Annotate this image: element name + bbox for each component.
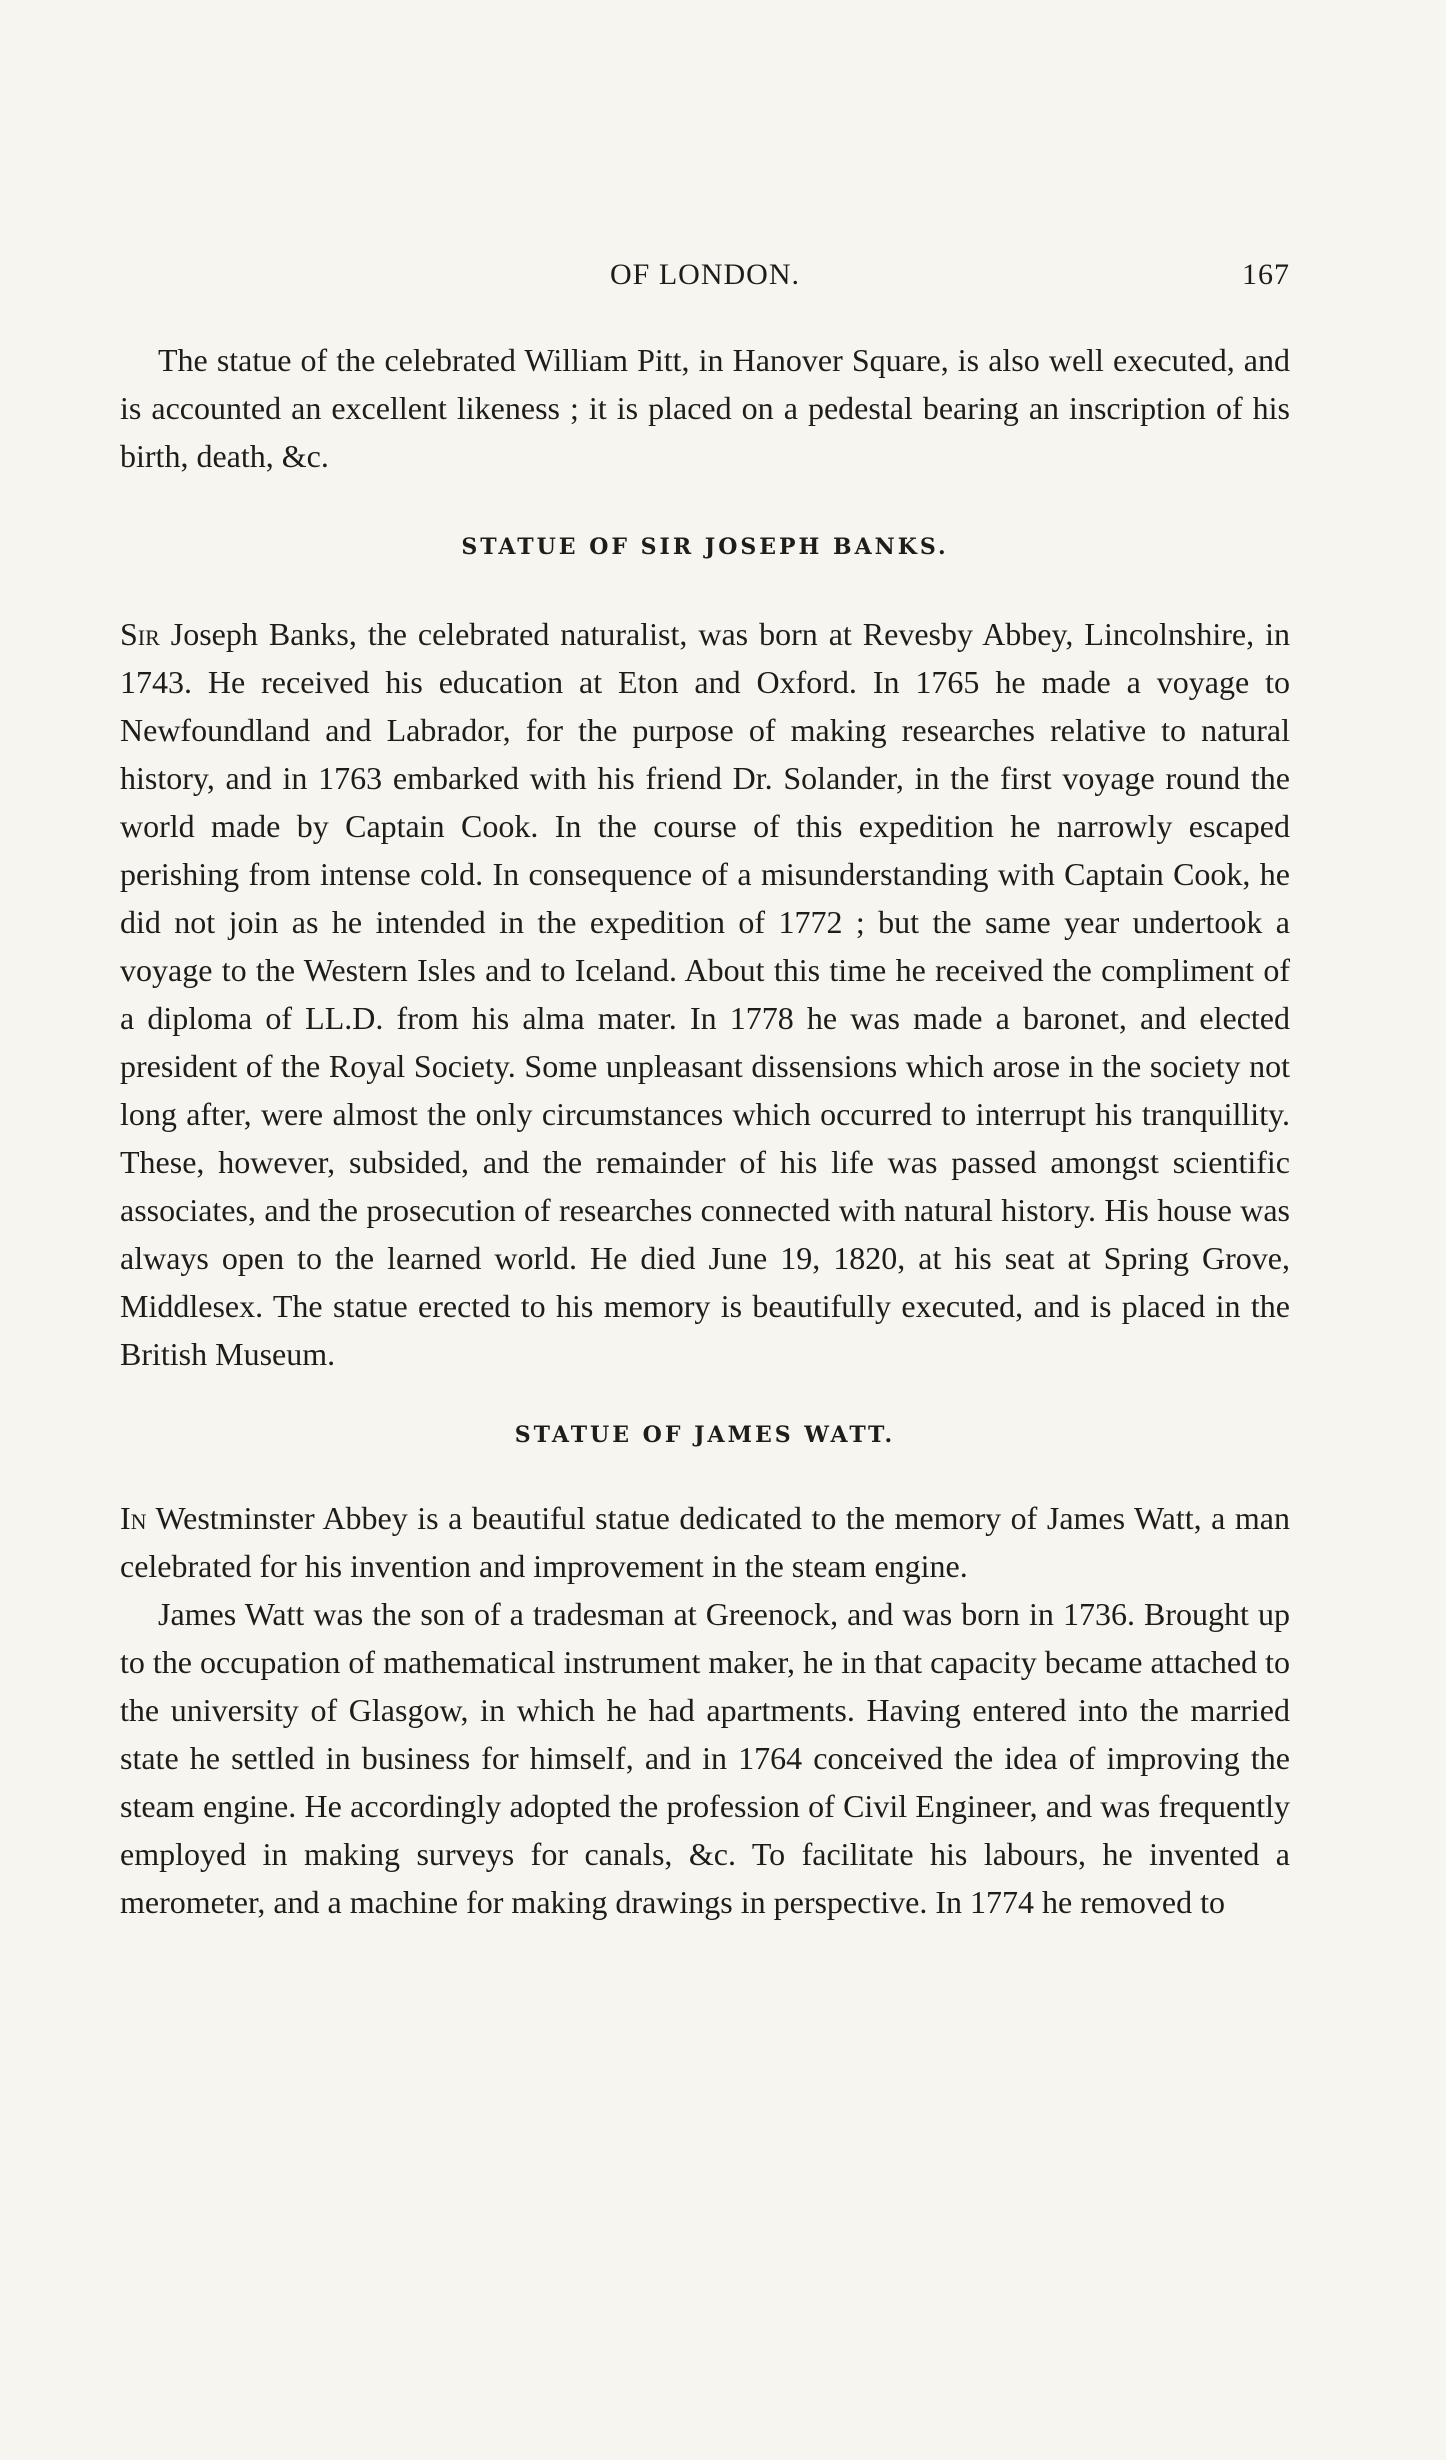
watt-paragraph-1-text: Westminster Abbey is a beautiful statue dedicated to the memory of James Watt, a man celebrated for his invention and improvement in the steam engine. [120,1500,1290,1584]
running-head [120,258,1290,298]
watt-paragraph-2: James Watt was the son of a tradesman at Greenock, and was born in 1736. Brought up to the occupation of mathematical instrument maker, he in that capacity became attached to the university of Glasgow, in which he had apartments. Having entered into the married state he settled in business for himself, and in 1764 conceived the idea of improving the steam engine. He accordingly adopted the profession of Civil Engineer, and was frequently employed in making surveys for canals, &c. To facilitate his labours, he invented a merometer, and a machine for making drawings in perspective. In 1774 he removed to [120,1596,1290,1920]
banks-lead-word: Sir [120,616,160,652]
banks-paragraph-text: Joseph Banks, the celebrated naturalist, was born at Revesby Abbey, Lincolnshire, in 1743. He received his education at Eton and Oxford. In 1765 he made a voyage to Newfoundland and Labrador, for the purpose of making researches relative to natural history, and in 1763 embarked with his friend Dr. Solander, in the first voyage round the world made by Captain Cook. In the course of this expedition he narrowly escaped perishing from intense cold. In consequence of a misunderstanding with Captain Cook, he did not join as he intended in the expedition of 1772 ; but the same year undertook a voyage to the Western Isles and to Iceland. About this time he received the compliment of a diploma of LL.D. from his alma mater. In 1778 he was made a baronet, and elected president of the Royal Society. Some unpleasant dissensions which arose in the society not long after, were almost the only circumstances which occurred to interrupt his tranquillity. These, however, subsided, and the remainder of his life was passed amongst scientific associates, and the prosecution of researches connected with natural history. His house was always open to the learned world. He died June 19, 1820, at his seat at Spring Grove, Middlesex. The statue erected to his memory is beautifully executed, and is placed in the British Museum. [120,616,1290,1372]
running-head-title: OF LONDON. [610,258,800,291]
banks-paragraph [120,610,1290,1378]
book-page [120,258,1290,1926]
watt-paragraph-1 [120,1494,1290,1590]
watt-lead-word: In [120,1500,147,1536]
section-heading-watt: STATUE OF JAMES WATT. [514,1422,896,1448]
intro-paragraph: The statue of the celebrated William Pitt, in Hanover Square, is also well executed, and is accounted an excellent likeness ; it is placed on a pedestal bearing an inscription of his birth, death, &c. [120,342,1290,474]
section-heading-banks: STATUE OF SIR JOSEPH BANKS. [461,534,949,560]
page-number: 167 [1242,258,1290,291]
